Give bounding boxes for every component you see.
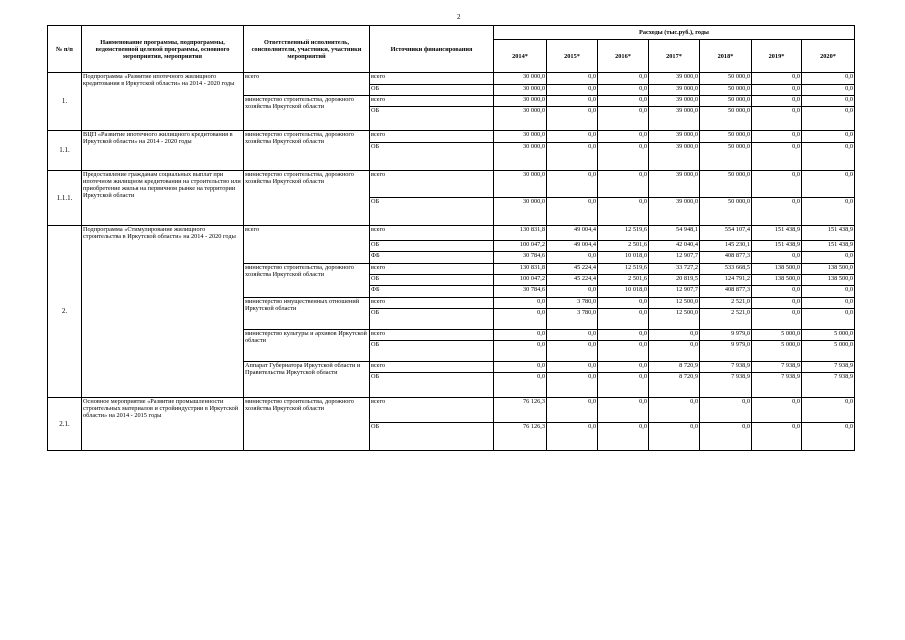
expense-value: 39 000,0: [649, 131, 700, 143]
expense-value: 0,0: [494, 309, 547, 330]
funding-source: ФБ: [370, 252, 494, 264]
responsible-executor: министерство строительства, дорожного хозяйства Иркутской области: [244, 264, 370, 298]
expense-value: 0,0: [598, 131, 649, 143]
program-name: Основное мероприятие «Развитие промышленности строительных материалов и стройиндустрии в Иркутской области» на 2014 - 2015 годы: [82, 398, 244, 451]
expense-value: 0,0: [547, 73, 598, 85]
funding-source: ОБ: [370, 107, 494, 131]
expense-value: 45 224,4: [547, 275, 598, 286]
expense-value: 0,0: [598, 107, 649, 131]
expense-value: 76 126,3: [494, 398, 547, 423]
expense-value: 0,0: [700, 398, 752, 423]
expense-value: 30 000,0: [494, 198, 547, 226]
expense-value: 12 500,0: [649, 298, 700, 309]
expense-value: 151 438,9: [802, 226, 855, 241]
responsible-executor: министерство строительства, дорожного хозяйства Иркутской области: [244, 171, 370, 226]
expense-value: 39 000,0: [649, 85, 700, 96]
expense-value: 0,0: [547, 373, 598, 398]
expense-value: 30 784,6: [494, 252, 547, 264]
expense-value: 0,0: [752, 143, 802, 171]
expense-value: 0,0: [802, 298, 855, 309]
expense-value: 0,0: [802, 131, 855, 143]
expense-value: 50 000,0: [700, 96, 752, 107]
expense-value: 30 000,0: [494, 96, 547, 107]
expense-value: 0,0: [547, 330, 598, 341]
expense-value: 39 000,0: [649, 96, 700, 107]
expense-value: 50 000,0: [700, 143, 752, 171]
expense-value: 20 819,5: [649, 275, 700, 286]
expense-value: 54 948,1: [649, 226, 700, 241]
header-year: 2018*: [700, 40, 752, 73]
expense-value: 0,0: [752, 198, 802, 226]
funding-source: всего: [370, 131, 494, 143]
expense-value: 2 521,0: [700, 309, 752, 330]
expense-value: 0,0: [494, 373, 547, 398]
expense-value: 3 780,0: [547, 309, 598, 330]
expense-value: 0,0: [547, 341, 598, 362]
expense-value: 33 727,2: [649, 264, 700, 275]
expense-value: 138 500,0: [752, 264, 802, 275]
expense-value: 0,0: [649, 341, 700, 362]
expense-value: 0,0: [802, 73, 855, 85]
expense-value: 5 000,0: [802, 330, 855, 341]
expense-value: 0,0: [752, 423, 802, 451]
expense-value: 2 501,6: [598, 241, 649, 252]
budget-table: [47, 25, 855, 451]
expense-value: 0,0: [752, 286, 802, 298]
expense-value: 2 521,0: [700, 298, 752, 309]
expense-value: 0,0: [547, 171, 598, 198]
expense-value: 0,0: [547, 96, 598, 107]
expense-value: 138 500,0: [802, 275, 855, 286]
funding-source: всего: [370, 362, 494, 373]
responsible-executor: Аппарат Губернатора Иркутской области и Правительства Иркутской области: [244, 362, 370, 398]
expense-value: 30 000,0: [494, 107, 547, 131]
expense-value: 0,0: [802, 286, 855, 298]
page-number: 2: [457, 13, 461, 21]
expense-value: 30 000,0: [494, 85, 547, 96]
funding-source: всего: [370, 330, 494, 341]
expense-value: 0,0: [494, 330, 547, 341]
expense-value: 7 938,9: [752, 373, 802, 398]
expense-value: 50 000,0: [700, 131, 752, 143]
expense-value: 12 500,0: [649, 309, 700, 330]
funding-source: ОБ: [370, 275, 494, 286]
expense-value: 0,0: [598, 198, 649, 226]
responsible-executor: министерство строительства, дорожного хозяйства Иркутской области: [244, 131, 370, 171]
expense-value: 100 047,2: [494, 275, 547, 286]
expense-value: 0,0: [547, 143, 598, 171]
expense-value: 50 000,0: [700, 107, 752, 131]
header-year: 2016*: [598, 40, 649, 73]
funding-source: ОБ: [370, 423, 494, 451]
funding-source: всего: [370, 398, 494, 423]
expense-value: 151 438,9: [752, 226, 802, 241]
funding-source: всего: [370, 171, 494, 198]
expense-value: 39 000,0: [649, 171, 700, 198]
expense-value: 0,0: [752, 73, 802, 85]
expense-value: 0,0: [598, 96, 649, 107]
responsible-executor: министерство строительства, дорожного хозяйства Иркутской области: [244, 398, 370, 451]
responsible-executor: министерство культуры и архивов Иркутской области: [244, 330, 370, 362]
expense-value: 0,0: [598, 398, 649, 423]
responsible-executor: всего: [244, 73, 370, 96]
expense-value: 0,0: [598, 373, 649, 398]
expense-value: 0,0: [649, 330, 700, 341]
funding-source: ОБ: [370, 198, 494, 226]
expense-value: 7 938,9: [700, 362, 752, 373]
expense-value: 5 000,0: [802, 341, 855, 362]
expense-value: 0,0: [547, 107, 598, 131]
expense-value: 0,0: [547, 423, 598, 451]
expense-value: 0,0: [752, 252, 802, 264]
expense-value: 0,0: [752, 85, 802, 96]
expense-value: 5 000,0: [752, 330, 802, 341]
expense-value: 0,0: [494, 298, 547, 309]
funding-source: всего: [370, 226, 494, 241]
expense-value: 100 047,2: [494, 241, 547, 252]
funding-source: ФБ: [370, 286, 494, 298]
expense-value: 0,0: [598, 423, 649, 451]
expense-value: 533 668,5: [700, 264, 752, 275]
expense-value: 10 018,0: [598, 252, 649, 264]
expense-value: 0,0: [802, 85, 855, 96]
expense-value: 39 000,0: [649, 107, 700, 131]
funding-source: ОБ: [370, 341, 494, 362]
expense-value: 408 877,3: [700, 252, 752, 264]
expense-value: 0,0: [598, 85, 649, 96]
expense-value: 30 000,0: [494, 131, 547, 143]
expense-value: 12 907,7: [649, 286, 700, 298]
expense-value: 0,0: [802, 398, 855, 423]
header-expenses: Расходы (тыс.руб.), годы: [494, 26, 855, 40]
responsible-executor: всего: [244, 226, 370, 264]
row-number: 2.1.: [48, 398, 82, 451]
expense-value: 39 000,0: [649, 143, 700, 171]
expense-value: 0,0: [700, 423, 752, 451]
program-name: Предоставление гражданам социальных выплат при ипотечном жилищном кредитовании на строительство или приобретение жилья на первичном рынке на территории Иркутской области: [82, 171, 244, 226]
expense-value: 138 500,0: [802, 264, 855, 275]
expense-value: 7 938,9: [752, 362, 802, 373]
expense-value: 30 000,0: [494, 73, 547, 85]
expense-value: 151 438,9: [802, 241, 855, 252]
expense-value: 10 018,0: [598, 286, 649, 298]
expense-value: 76 126,3: [494, 423, 547, 451]
expense-value: 0,0: [494, 362, 547, 373]
expense-value: 49 004,4: [547, 226, 598, 241]
expense-value: 0,0: [802, 143, 855, 171]
expense-value: 130 831,8: [494, 264, 547, 275]
funding-source: всего: [370, 298, 494, 309]
expense-value: 0,0: [547, 131, 598, 143]
expense-value: 0,0: [598, 362, 649, 373]
expense-value: 408 877,3: [700, 286, 752, 298]
expense-value: 0,0: [752, 309, 802, 330]
expense-value: 5 000,0: [752, 341, 802, 362]
expense-value: 50 000,0: [700, 73, 752, 85]
row-number: 2.: [48, 226, 82, 398]
program-name: ВЦП «Развитие ипотечного жилищного кредитования в Иркутской области» на 2014 - 2020 годы: [82, 131, 244, 171]
header-source: Источники финансирования: [370, 26, 494, 73]
expense-value: 554 107,4: [700, 226, 752, 241]
expense-value: 50 000,0: [700, 198, 752, 226]
header-year: 2017*: [649, 40, 700, 73]
expense-value: 0,0: [547, 398, 598, 423]
expense-value: 0,0: [547, 85, 598, 96]
expense-value: 12 519,6: [598, 226, 649, 241]
expense-value: 9 979,0: [700, 330, 752, 341]
expense-value: 0,0: [598, 298, 649, 309]
header-year: 2015*: [547, 40, 598, 73]
row-number: 1.: [48, 73, 82, 131]
expense-value: 49 004,4: [547, 241, 598, 252]
expense-value: 151 438,9: [752, 241, 802, 252]
funding-source: ОБ: [370, 85, 494, 96]
expense-value: 50 000,0: [700, 85, 752, 96]
expense-value: 0,0: [752, 131, 802, 143]
expense-value: 124 791,2: [700, 275, 752, 286]
expense-value: 45 224,4: [547, 264, 598, 275]
expense-value: 30 000,0: [494, 143, 547, 171]
expense-value: 0,0: [802, 171, 855, 198]
expense-value: 7 938,9: [802, 373, 855, 398]
expense-value: 30 784,6: [494, 286, 547, 298]
row-number: 1.1.: [48, 131, 82, 171]
expense-value: 39 000,0: [649, 198, 700, 226]
expense-value: 0,0: [547, 362, 598, 373]
expense-value: 7 938,9: [700, 373, 752, 398]
expense-value: 0,0: [598, 330, 649, 341]
expense-value: 12 907,7: [649, 252, 700, 264]
expense-value: 12 519,6: [598, 264, 649, 275]
expense-value: 30 000,0: [494, 171, 547, 198]
table-row: [48, 398, 855, 423]
expense-value: 0,0: [649, 398, 700, 423]
expense-value: 0,0: [802, 423, 855, 451]
expense-value: 0,0: [802, 309, 855, 330]
expense-value: 0,0: [802, 96, 855, 107]
funding-source: всего: [370, 96, 494, 107]
header-responsible: Ответственный исполнитель, соисполнители, участники, участники мероприятий: [244, 26, 370, 73]
expense-value: 7 938,9: [802, 362, 855, 373]
row-number: 1.1.1.: [48, 171, 82, 226]
expense-value: 130 831,8: [494, 226, 547, 241]
funding-source: ОБ: [370, 373, 494, 398]
expense-value: 145 230,1: [700, 241, 752, 252]
expense-value: 138 500,0: [752, 275, 802, 286]
expense-value: 0,0: [802, 252, 855, 264]
expense-value: 0,0: [802, 107, 855, 131]
expense-value: 0,0: [598, 309, 649, 330]
table-row: [48, 73, 855, 85]
table-row: [48, 171, 855, 198]
expense-value: 0,0: [598, 341, 649, 362]
funding-source: всего: [370, 73, 494, 85]
program-name: Подпрограмма «Развитие ипотечного жилищного кредитования в Иркутской области» на 2014 - 2020 годы: [82, 73, 244, 131]
expense-value: 0,0: [598, 73, 649, 85]
funding-source: ОБ: [370, 143, 494, 171]
expense-value: 0,0: [547, 252, 598, 264]
responsible-executor: министерство имущественных отношений Иркутской области: [244, 298, 370, 330]
expense-value: 2 501,6: [598, 275, 649, 286]
header-year: 2020*: [802, 40, 855, 73]
table-header: [48, 26, 855, 73]
expense-value: 0,0: [752, 96, 802, 107]
expense-value: 0,0: [598, 143, 649, 171]
expense-value: 0,0: [547, 198, 598, 226]
expense-value: 0,0: [649, 423, 700, 451]
expense-value: 50 000,0: [700, 171, 752, 198]
program-name: Подпрограмма «Стимулирование жилищного строительства в Иркутской области» на 2014 - 2020 годы: [82, 226, 244, 398]
expense-value: 8 720,9: [649, 362, 700, 373]
responsible-executor: министерство строительства, дорожного хозяйства Иркутской области: [244, 96, 370, 131]
expense-value: 0,0: [598, 171, 649, 198]
funding-source: всего: [370, 264, 494, 275]
expense-value: 3 780,0: [547, 298, 598, 309]
table-row: [48, 131, 855, 143]
expense-value: 42 040,4: [649, 241, 700, 252]
table-body: [48, 73, 855, 451]
expense-value: 8 720,9: [649, 373, 700, 398]
header-name: Наименование программы, подпрограммы, ведомственной целевой программы, основного мероприятия, мероприятия: [82, 26, 244, 73]
header-no: № п/п: [48, 26, 82, 73]
expense-value: 0,0: [802, 198, 855, 226]
expense-value: 0,0: [752, 398, 802, 423]
expense-value: 0,0: [752, 298, 802, 309]
funding-source: ОБ: [370, 309, 494, 330]
table-row: [48, 226, 855, 241]
header-year: 2019*: [752, 40, 802, 73]
expense-value: 0,0: [547, 286, 598, 298]
expense-value: 0,0: [752, 171, 802, 198]
funding-source: ОБ: [370, 241, 494, 252]
expense-value: 0,0: [494, 341, 547, 362]
expense-value: 39 000,0: [649, 73, 700, 85]
expense-value: 0,0: [752, 107, 802, 131]
header-year: 2014*: [494, 40, 547, 73]
expense-value: 9 979,0: [700, 341, 752, 362]
